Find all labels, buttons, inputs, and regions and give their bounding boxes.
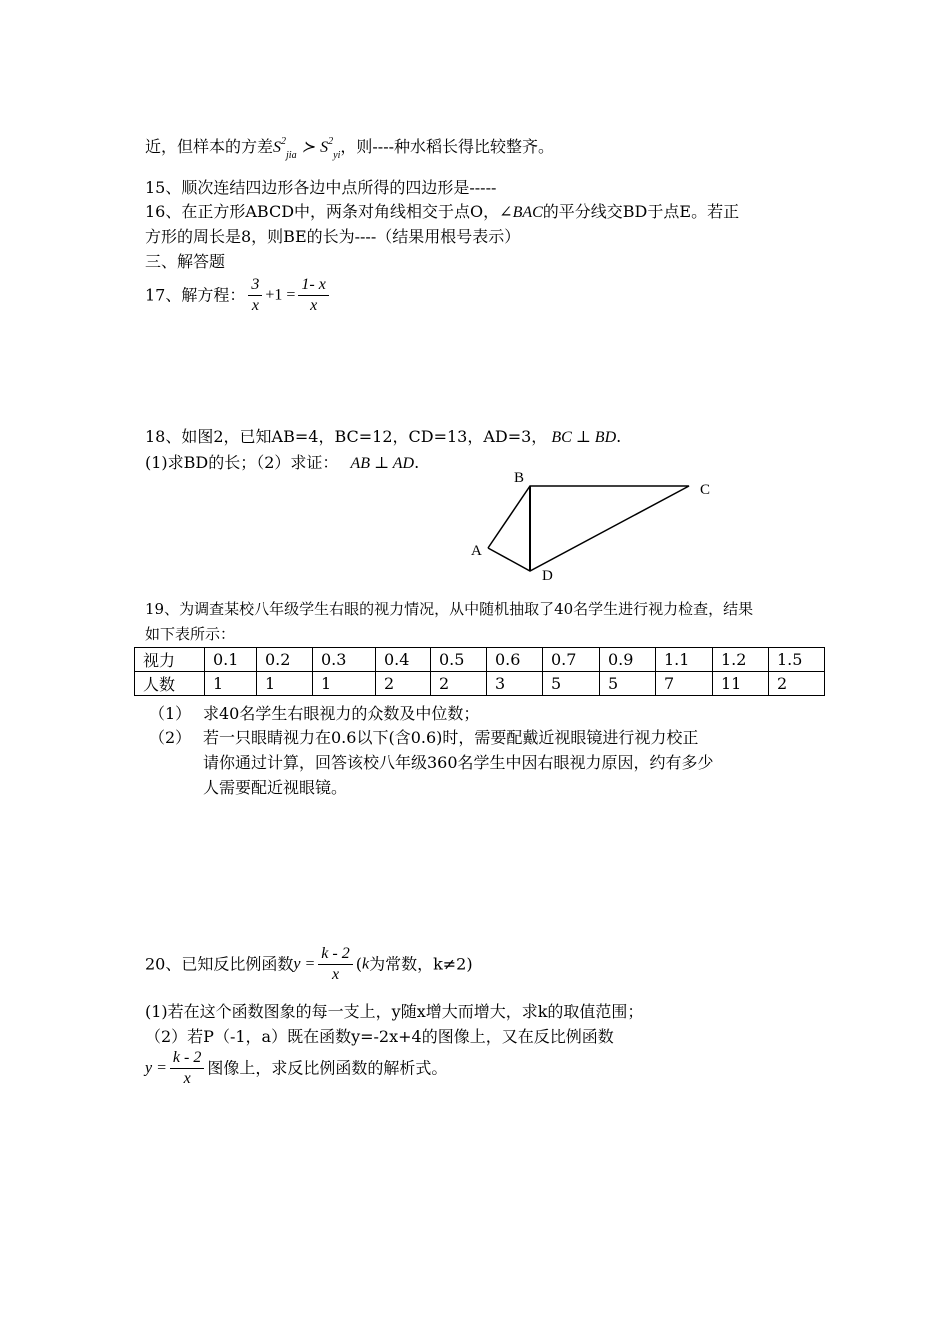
q16-line2: 方形的周长是8，则BE的长为----（结果用根号表示） bbox=[145, 227, 521, 246]
q14-line bbox=[145, 131, 554, 167]
q14-prefix: 近，但样本的方差 bbox=[145, 137, 274, 156]
q19-part2-line3: 人需要配近视眼镜。 bbox=[203, 778, 348, 797]
table-cell: 2 bbox=[376, 672, 431, 696]
label-d: D bbox=[542, 568, 553, 584]
variance-yi: $S^2_{yi}$ bbox=[320, 136, 341, 161]
label-b: B bbox=[514, 470, 525, 486]
q19-part2-number: （2） bbox=[149, 728, 192, 747]
quadrilateral-abcd bbox=[488, 486, 689, 571]
section-heading: 三、解答题 bbox=[145, 252, 226, 271]
q17-equation: 17、解方程： $\frac{3}{x}$ +1 = $\frac{1- x}{x}$ bbox=[145, 275, 332, 316]
angle-bac: ∠BAC bbox=[499, 204, 543, 221]
q14-suffix: ，则----种水稻长得比较整齐。 bbox=[340, 137, 555, 156]
variance-jia: $S^2_{jia}$ bbox=[273, 136, 297, 161]
table-cell: 1 bbox=[313, 672, 376, 696]
q19-part2-line2: 请你通过计算，回答该校八年级360名学生中因右眼视力原因，约有多少 bbox=[203, 753, 714, 772]
table-cell: 0.7 bbox=[543, 648, 600, 672]
label-a: A bbox=[471, 543, 482, 559]
table-header-cell: 视力 bbox=[135, 648, 205, 672]
table-cell: 0.9 bbox=[600, 648, 656, 672]
q17-fraction-right: $\frac{1- x}{x}$ bbox=[298, 275, 328, 316]
table-cell: 1.2 bbox=[713, 648, 769, 672]
table-cell: 1.5 bbox=[769, 648, 825, 672]
table-cell: 0.5 bbox=[431, 648, 487, 672]
table-cell: 2 bbox=[431, 672, 487, 696]
q20-fraction-2: $\frac{k - 2}{x}$ bbox=[170, 1048, 204, 1089]
table-cell: 5 bbox=[543, 672, 600, 696]
table-cell: 0.6 bbox=[487, 648, 543, 672]
table-row bbox=[135, 648, 825, 672]
q17-fraction-left: $\frac{3}{x}$ bbox=[248, 275, 262, 316]
table-cell: 1.1 bbox=[656, 648, 713, 672]
table-cell: 2 bbox=[769, 672, 825, 696]
table-header-cell: 人数 bbox=[135, 672, 205, 696]
q19-line2: 如下表所示： bbox=[145, 625, 236, 643]
q20-fraction: $\frac{k - 2}{x}$ bbox=[318, 944, 352, 985]
q16-line1: 16、在正方形ABCD中，两条对角线相交于点O，∠BAC的平分线交BD于点E。若正 bbox=[145, 202, 740, 221]
q18-line2: (1)求BD的长；（2）求证： AB ⊥ AD. bbox=[145, 453, 420, 472]
table-cell: 0.4 bbox=[376, 648, 431, 672]
q19-part1-text: 求40名学生右眼视力的众数及中位数； bbox=[203, 704, 480, 723]
table-row bbox=[135, 672, 825, 696]
q20-line1: 20、已知反比例函数y = $\frac{k - 2}{x}$ (k为常数，k≠2) bbox=[145, 945, 473, 983]
q19-part1-number: （1） bbox=[149, 704, 192, 723]
q15-line: 15、顺次连结四边形各边中点所得的四边形是----- bbox=[145, 178, 497, 197]
q19-line1: 19、为调查某校八年级学生右眼的视力情况，从中随机抽取了40名学生进行视力检查，结果 bbox=[145, 600, 754, 618]
q19-part2-line1: 若一只眼睛视力在0.6以下(含0.6)时，需要配戴近视眼镜进行视力校正 bbox=[203, 728, 699, 747]
table-cell: 0.2 bbox=[257, 648, 313, 672]
table-cell: 0.1 bbox=[205, 648, 257, 672]
table-cell: 11 bbox=[713, 672, 769, 696]
table-cell: 0.3 bbox=[313, 648, 376, 672]
table-cell: 7 bbox=[656, 672, 713, 696]
table-cell: 1 bbox=[205, 672, 257, 696]
table-cell: 5 bbox=[600, 672, 656, 696]
table-cell: 1 bbox=[257, 672, 313, 696]
q18-line1: 18、如图2，已知AB=4，BC=12，CD=13，AD=3， BC ⊥ BD. bbox=[145, 427, 622, 446]
vision-table bbox=[134, 647, 825, 696]
gt-symbol: ≻ bbox=[301, 139, 316, 156]
q20-line2: (1)若在这个函数图象的每一支上，y随x增大而增大，求k的取值范围； bbox=[145, 1002, 644, 1021]
table-cell: 3 bbox=[487, 672, 543, 696]
geometry-figure bbox=[460, 462, 730, 592]
q20-line3: （2）若P（-1，a）既在函数y=-2x+4的图像上，又在反比例函数 bbox=[145, 1027, 614, 1046]
q20-line4: y = $\frac{k - 2}{x}$ 图像上，求反比例函数的解析式。 bbox=[145, 1049, 448, 1087]
label-c: C bbox=[700, 482, 711, 498]
